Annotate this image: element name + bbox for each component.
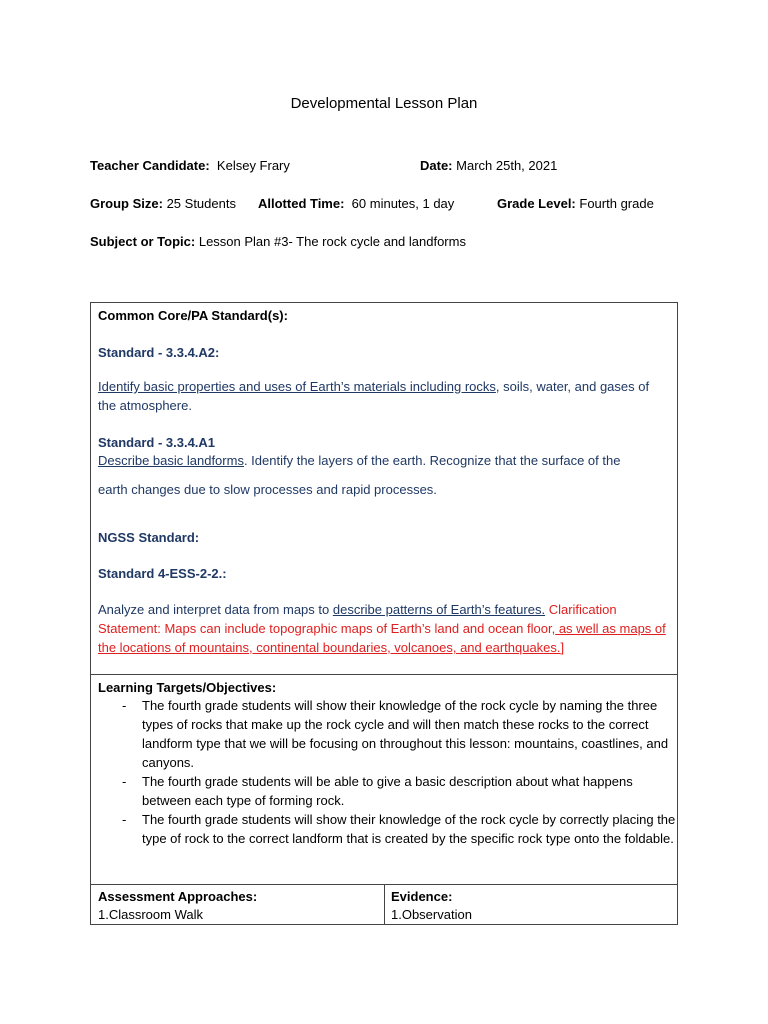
standard-1-label: Standard - 3.3.4.A2: (98, 345, 220, 360)
objectives-section (90, 675, 678, 885)
grade-level-label: Grade Level: (497, 196, 576, 211)
objective-text: The fourth grade students will show their knowledge of the rock cycle by naming the three types of rocks that make up the rock cycle and will then match these rocks to the correct landform type that we will be focusing on throughout this lesson: mountains, coastlines, and canyons. (142, 698, 669, 770)
subject-value: Lesson Plan #3- The rock cycle and landforms (198, 234, 466, 249)
teacher-line (90, 158, 290, 173)
ngss-label: NGSS Standard: (98, 530, 200, 545)
objective-text: The fourth grade students will show their knowledge of the rock cycle by correctly placing the type of rock to the correct landform that is created by the specific rock type onto the foldable. (142, 812, 676, 846)
objective-item (122, 772, 682, 810)
ngss-clarification-end: ] (560, 640, 565, 655)
list-dash: - (122, 812, 127, 827)
group-size-label: Group Size: (90, 196, 163, 211)
date-label: Date: (420, 158, 453, 173)
standards-section (90, 302, 678, 675)
list-dash: - (122, 698, 127, 713)
group-size-line (90, 196, 236, 211)
standard-2-underlined: Describe basic landforms (98, 453, 244, 468)
assessment-section (90, 884, 678, 925)
teacher-label: Teacher Candidate: (90, 158, 210, 173)
evidence-header: Evidence: (391, 889, 453, 904)
assessment-left-cell (98, 888, 257, 924)
standard-2-label: Standard - 3.3.4.A1 (98, 435, 216, 450)
standard-1-rest: , soils, water, and gases of the atmosphere. (98, 379, 650, 413)
standard-1-underlined: Identify basic properties and uses of Earth’s materials including rocks (98, 379, 496, 394)
column-divider (384, 885, 385, 924)
date-line (420, 158, 557, 173)
subject-label: Subject or Topic: (90, 234, 196, 249)
ngss-text-underlined: describe patterns of Earth’s features. (332, 602, 546, 617)
list-dash: - (122, 774, 127, 789)
standard-1-text (98, 377, 670, 415)
ngss-clarification-underlined: as well as maps of the locations of mountains, continental boundaries, volcanoes, and earthquakes. (98, 621, 666, 655)
subject-line (90, 234, 466, 249)
document-title: Developmental Lesson Plan (290, 95, 478, 112)
objective-item (122, 696, 682, 772)
assessment-item: 1.Classroom Walk (98, 907, 203, 922)
ngss-standard-label: Standard 4-ESS-2-2.: (98, 566, 227, 581)
grade-level-line (497, 196, 654, 211)
allotted-time-label: Allotted Time: (258, 196, 345, 211)
ngss-text-a: Analyze and interpret data from maps to (98, 602, 333, 617)
objectives-header: Learning Targets/Objectives: (98, 680, 277, 695)
objective-item (122, 810, 682, 848)
grade-level-value: Fourth grade (579, 196, 654, 211)
teacher-value: Kelsey Frary (216, 158, 290, 173)
group-size-value: 25 Students (166, 196, 236, 211)
ngss-clarification: Clarification Statement: Maps can include topographic maps of Earth’s land and ocean floor, (98, 602, 617, 636)
date-value: March 25th, 2021 (456, 158, 558, 173)
standard-2-line2: earth changes due to slow processes and rapid processes. (98, 482, 437, 497)
ngss-text (98, 600, 670, 657)
standards-header: Common Core/PA Standard(s): (98, 308, 288, 323)
allotted-time-value: 60 minutes, 1 day (351, 196, 455, 211)
allotted-time-line (258, 196, 454, 211)
standard-2-line1 (98, 451, 670, 470)
objective-text: The fourth grade students will be able to give a basic description about what happens between each type of forming rock. (142, 774, 633, 808)
evidence-item: 1.Observation (391, 907, 472, 922)
assessment-header: Assessment Approaches: (98, 889, 258, 904)
evidence-cell (391, 888, 472, 924)
standard-2-rest: . Identify the layers of the earth. Recognize that the surface of the (243, 453, 621, 468)
